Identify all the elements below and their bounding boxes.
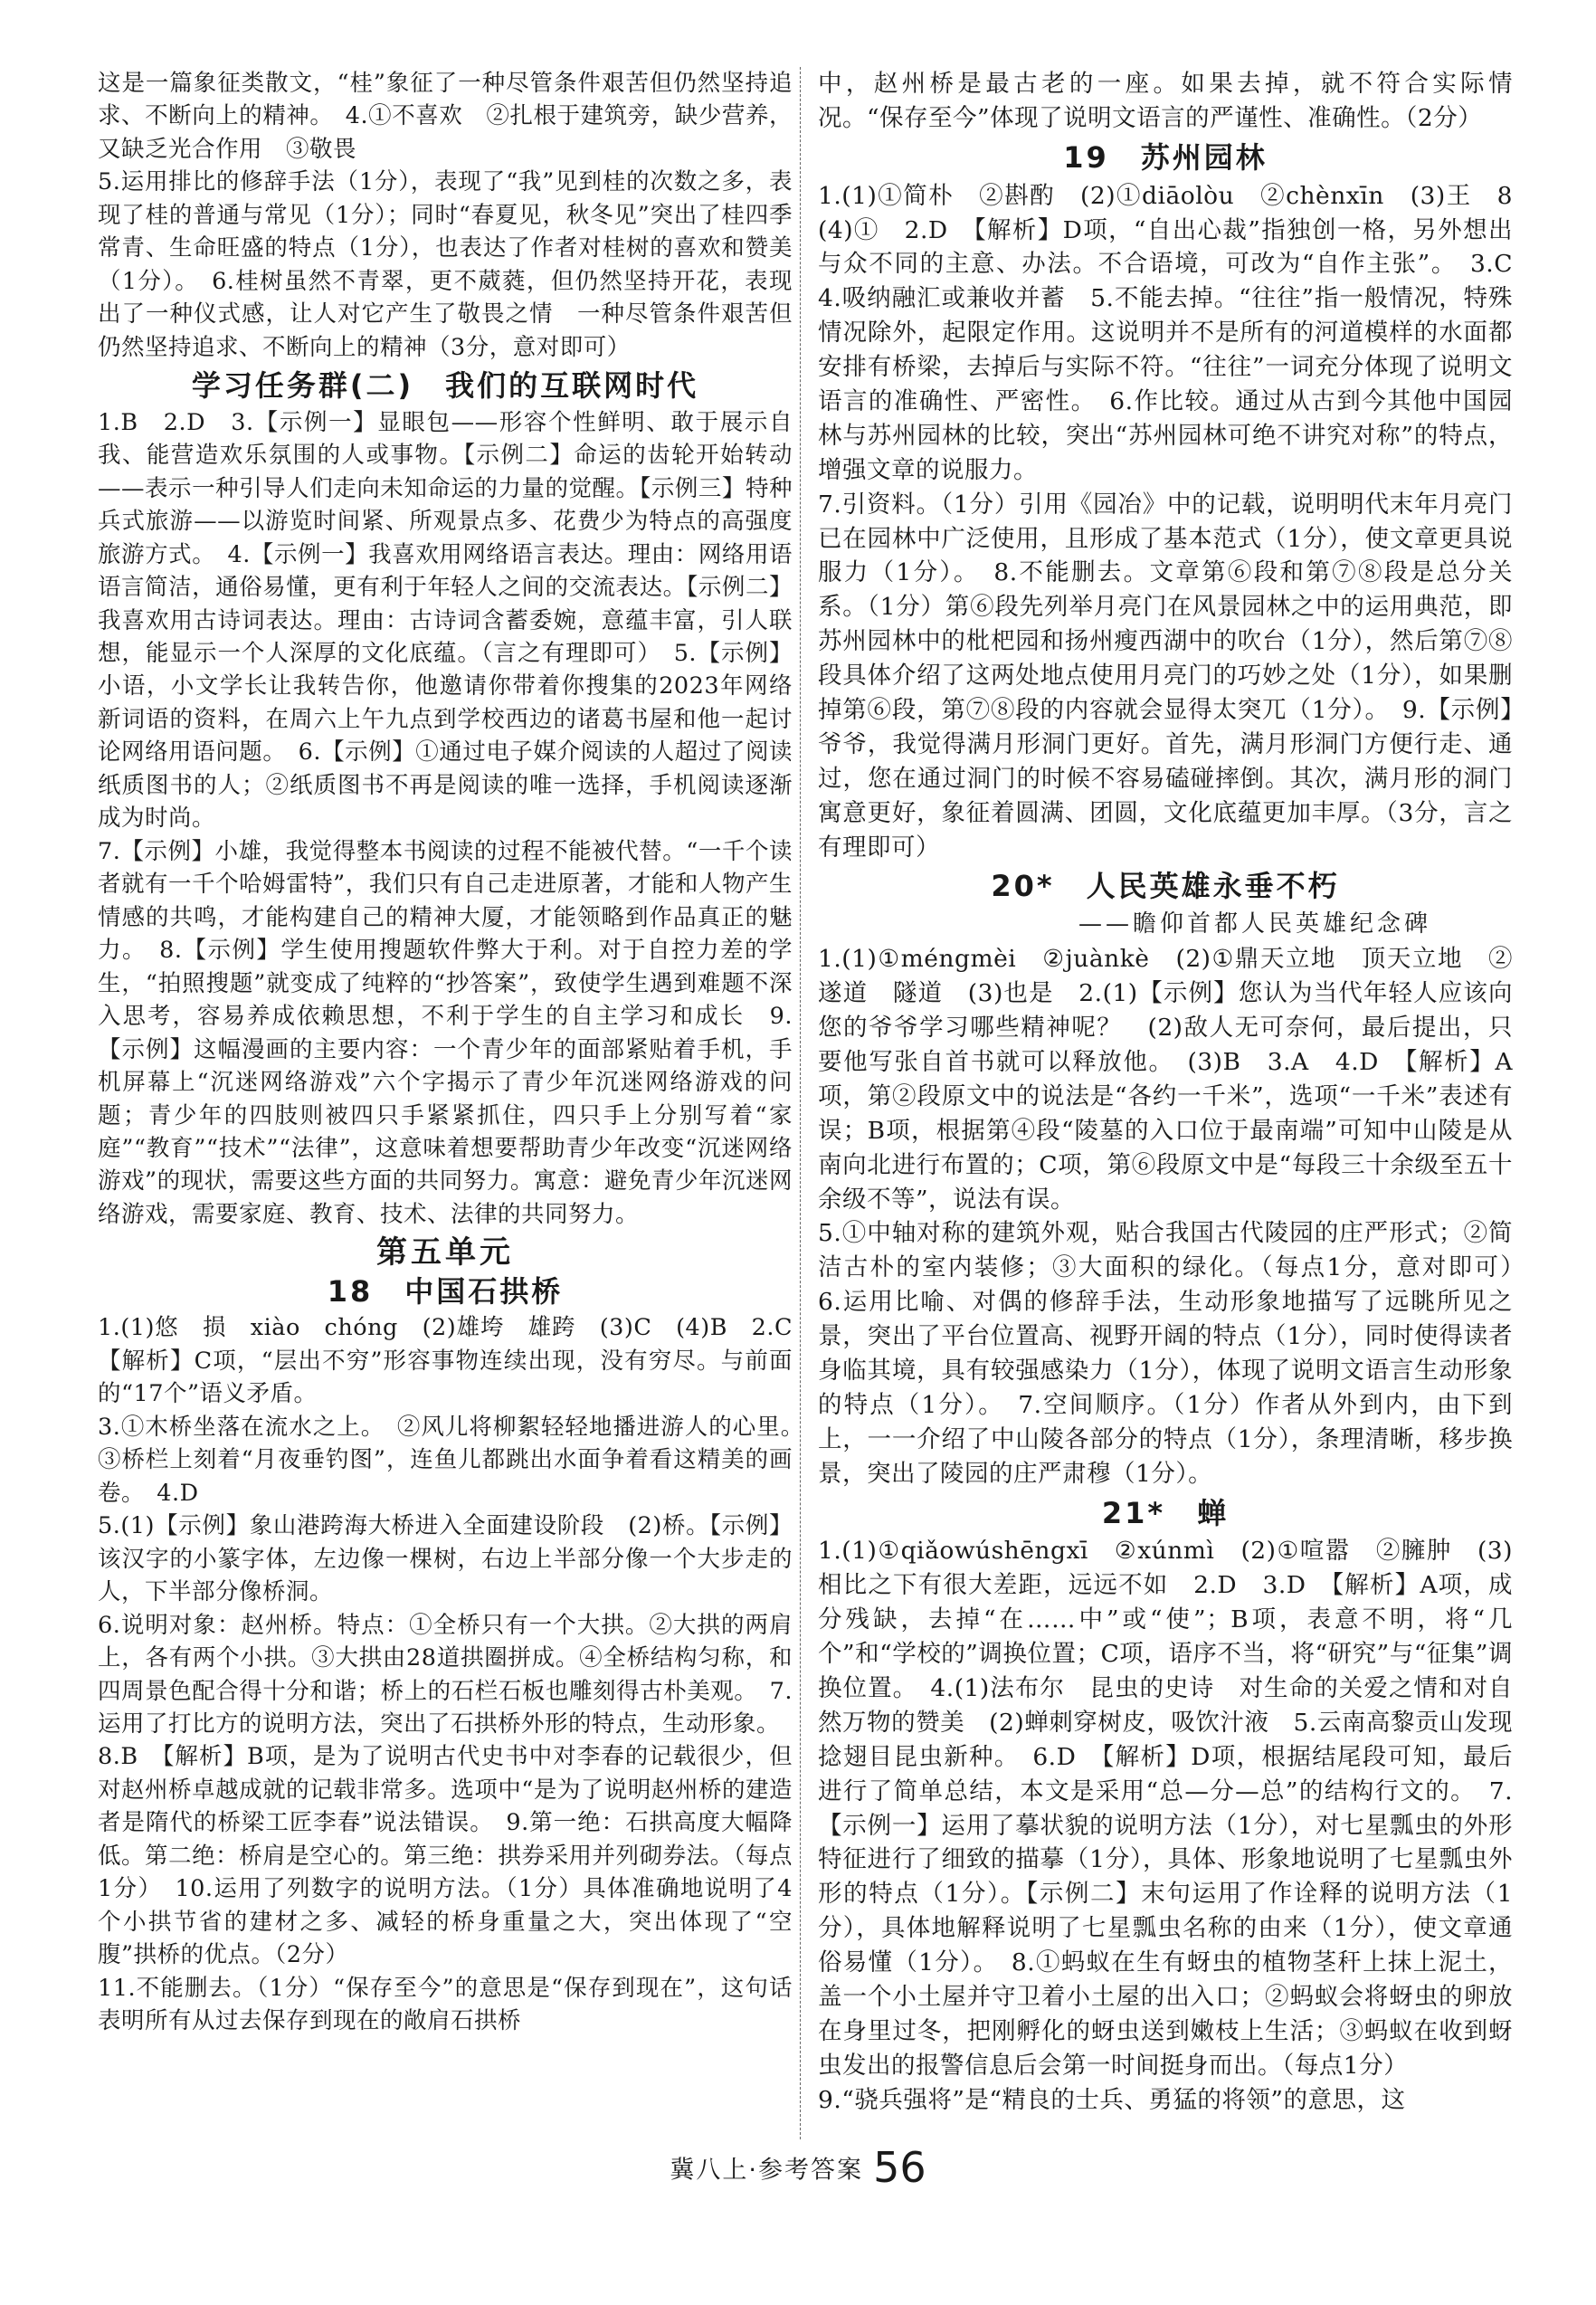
answer-paragraph: 1.(1)①méngmèi ②juànkè (2)①鼎天立地 顶天立地 ②遂道 隧道 (3)也是 2.(1)【示例】您认为当代年轻人应该向您的爷爷学习哪些精神呢？ (2)敌人无可奈何，最后提出，只要他写张自首书就可以释放他。 (3)B 3.A 4.D 【解析】A项，第②段原文中的说法是“各约一千米”，选项“一千米”表述有误；B项，根据第④段“陵墓的入口位于最南端”可知中山陵是从南向北进行布置的；C项，第⑥段原文中是“每段三十余级至五十余级不等”，说法有误。 bbox=[818, 945, 1513, 1214]
answer-paragraph: 5.运用排比的修辞手法（1分），表现了“我”见到桂的次数之多，表现了桂的普通与常见（1分）；同时“春夏见，秋冬见”突出了桂四季常青、生命旺盛的特点（1分），也表达了作者对桂树的喜欢和赞美（1分）。 6.桂树虽然不青翠，更不葳蕤，但仍然坚持开花，表现出了一种仪式感，让人对它产生了敬畏之情 一种尽管条件艰苦但仍然坚持追求、不断向上的精神（3分，意对即可） bbox=[98, 168, 793, 361]
footer-label: 冀八上·参考答案 bbox=[670, 2156, 863, 2185]
answer-paragraph: 1.(1)①qiǎowúshēngxī ②xúnmì (2)①喧嚣 ②臃肿 (3)相比之下有很大差距，远远不如 2.D 3.D 【解析】A项，成分残缺，去掉“在……中”或“使”；B项，表意不明，将“几个”和“学校的”调换位置；C项，语序不当，将“研究”与“征集”调换位置。 4.(1)法布尔 昆虫的史诗 对生命的关爱之情和对自然万物的赞美 (2)蝉刺穿树皮，吸饮汁液 5.云南高黎贡山发现捻翅目昆虫新种。 6.D 【解析】D项，根据结尾段可知，最后进行了简单总结，本文是采用“总—分—总”的结构行文的。 7.【示例一】运用了摹状貌的说明方法（1分），对七星瓢虫的外形特征进行了细致的描摹（1分），具体、形象地说明了七星瓢虫外形的特点（1分）。【示例二】末句运用了作诠释的说明方法（1分），具体地解释说明了七星瓢虫名称的由来（1分），使文章通俗易懂（1分）。 8.①蚂蚁在生有蚜虫的植物茎秆上抹上泥土，盖一个小土屋并守卫着小土屋的出入口；②蚂蚁会将蚜虫的卵放在身里过冬，把刚孵化的蚜虫送到嫩枝上生活；③蚂蚁在收到蚜虫发出的报警信息后会第一时间挺身而出。（每点1分） bbox=[818, 1537, 1513, 2080]
section-subtitle: ——瞻仰首都人民英雄纪念碑 bbox=[1078, 910, 1431, 938]
answer-paragraph: 6.说明对象：赵州桥。特点：①全桥只有一个大拱。②大拱的两肩上，各有两个小拱。③大拱由28道拱圈拼成。④全桥结构匀称，和四周景色配合得十分和谐；桥上的石栏石板也雕刻得古朴美观。 7.运用了打比方的说明方法，突出了石拱桥外形的特点，生动形象。 bbox=[98, 1611, 793, 1738]
answer-paragraph: 1.B 2.D 3.【示例一】显眼包——形容个性鲜明、敢于展示自我、能营造欢乐氛围的人或事物。【示例二】命运的齿轮开始转动——表示一种引导人们走向未知命运的力量的觉醒。【示例三】特种兵式旅游——以游览时间紧、所观景点多、花费少为特点的高强度旅游方式。 4.【示例一】我喜欢用网络语言表达。理由：网络用语语言简洁，通俗易懂，更有利于年轻人之间的交流表达。【示例二】我喜欢用古诗词表达。理由：古诗词含蓄委婉，意蕴丰富，引人联想，能显示一个人深厚的文化底蕴。（言之有理即可） 5.【示例】小语，小文学长让我转告你，他邀请你带着你搜集的2023年网络新词语的资料，在周六上午九点到学校西边的诸葛书屋和他一起讨论网络用语问题。 6.【示例】①通过电子媒介阅读的人超过了阅读纸质图书的人；②纸质图书不再是阅读的唯一选择，手机阅读逐渐成为时尚。 bbox=[98, 408, 793, 833]
answer-paragraph: 这是一篇象征类散文，“桂”象征了一种尽管条件艰苦但仍然坚持追求、不断向上的精神。 4.①不喜欢 ②扎根于建筑旁，缺少营养，又缺乏光合作用 ③敬畏 bbox=[98, 70, 793, 163]
column-divider bbox=[800, 67, 801, 2139]
section-heading: 20* 人民英雄永垂不朽 bbox=[991, 869, 1340, 904]
answer-paragraph: 1.(1)①简朴 ②斟酌 (2)①diāolòu ②chènxīn (3)王 8 (4)① 2.D 【解析】D项，“自出心裁”指独创一格，另外想出与众不同的主意、办法。不合语境，可改为“自作主张”。 3.C 4.吸纳融汇或兼收并蓄 5.不能去掉。“往往”指一般情况，特殊情况除外，起限定作用。这说明并不是所有的河道模样的水面都安排有桥梁，去掉后与实际不符。“往往”一词充分体现了说明文语言的准确性、严密性。 6.作比较。通过从古到今其他中国园林与苏州园林的比较，突出“苏州园林可绝不讲究对称”的特点，增强文章的说服力。 bbox=[818, 181, 1537, 484]
answer-paragraph: 8.B 【解析】B项，是为了说明古代史书中对李春的记载很少，但对赵州桥卓越成就的记载非常多。选项中“是为了说明赵州桥的建造者是隋代的桥梁工匠李春”说法错误。 9.第一绝：石拱高度大幅降低。第二绝：桥肩是空心的。第三绝：拱券采用并列砌券法。（每点1分） 10.运用了列数字的说明方法。（1分）具体准确地说明了4个小拱节省的建材之多、减轻的桥身重量之大，突出体现了“空腹”拱桥的优点。（2分） bbox=[98, 1743, 793, 1969]
unit-heading: 第五单元 bbox=[376, 1234, 514, 1272]
page-footer bbox=[0, 2143, 1596, 2192]
answer-paragraph: 1.(1)悠 损 xiào chóng (2)雄垮 雄跨 (3)C (4)B 2.C 【解析】C项，“层出不穷”形容事物连续出现，没有穷尽。与前面的“17个”语义矛盾。 bbox=[98, 1314, 817, 1408]
answer-paragraph: 5.(1)【示例】象山港跨海大桥进入全面建设阶段 (2)桥。【示例】该汉字的小篆字体，左边像一棵树，右边上半部分像一个大步走的人，下半部分像桥洞。 bbox=[98, 1512, 793, 1606]
section-heading: 19 苏州园林 bbox=[1063, 139, 1268, 175]
section-heading: 21* 蝉 bbox=[1101, 1495, 1230, 1530]
page-number: 56 bbox=[873, 2143, 926, 2192]
answer-paragraph: 11.不能删去。（1分）“保存至今”的意思是“保存到现在”，这句话表明所有从过去保存到现在的敞肩石拱桥 bbox=[98, 1974, 793, 2035]
answer-paragraph: 3.①木桥坐落在流水之上。 ②风儿将柳絮轻轻地播进游人的心里。 ③桥栏上刻着“月夜垂钓图”，连鱼儿都跳出水面争着看这精美的画卷。 4.D bbox=[98, 1413, 817, 1507]
answer-paragraph: 7.【示例】小雄，我觉得整本书阅读的过程不能被代替。“一千个读者就有一千个哈姆雷特”，我们只有自己走进原著，才能和人物产生情感的共鸣，才能构建自己的精神大厦，才能领略到作品真正的魅力。 8.【示例】学生使用搜题软件弊大于利。对于自控力差的学生，“拍照搜题”就变成了纯粹的“抄答案”，致使学生遇到难题不深入思考，容易养成依赖思想，不利于学生的自主学习和成长 9.【示例】这幅漫画的主要内容：一个青少年的面部紧贴着手机，手机屏幕上“沉迷网络游戏”六个字揭示了青少年沉迷网络游戏的问题；青少年的四肢则被四只手紧紧抓住，四只手上分别写着“家庭”“教育”“技术”“法律”，这意味着想要帮助青少年改变“沉迷网络游戏”的现状，需要这些方面的共同努力。寓意：避免青少年沉迷网络游戏，需要家庭、教育、技术、法律的共同努力。 bbox=[98, 837, 793, 1228]
answer-paragraph: 中，赵州桥是最古老的一座。如果去掉，就不符合实际情况。“保存至今”体现了说明文语言的严谨性、准确性。（2分） bbox=[818, 70, 1513, 132]
answer-paragraph: 7.引资料。（1分）引用《园冶》中的记载，说明明代末年月亮门已在园林中广泛使用，且形成了基本范式（1分），使文章更具说服力（1分）。 8.不能删去。文章第⑥段和第⑦⑧段是总分关系。（1分）第⑥段先列举月亮门在风景园林之中的运用典范，即苏州园林中的枇杷园和扬州瘦西湖中的吹台（1分），然后第⑦⑧段具体介绍了这两处地点使用月亮门的巧妙之处（1分），如果删掉第⑥段，第⑦⑧段的内容就会显得太突兀（1分）。 9.【示例】爷爷，我觉得满月形洞门更好。首先，满月形洞门方便行走、通过，您在通过洞门的时候不容易磕碰摔倒。其次，满月形的洞门寓意更好，象征着圆满、团圆，文化底蕴更加丰厚。（3分，言之有理即可） bbox=[818, 490, 1513, 862]
section-heading: 18 中国石拱桥 bbox=[327, 1273, 564, 1309]
left-column bbox=[98, 67, 817, 2038]
answer-paragraph: 5.①中轴对称的建筑外观，贴合我国古代陵园的庄严形式；②简洁古朴的室内装修；③大面积的绿化。（每点1分，意对即可） 6.运用比喻、对偶的修辞手法，生动形象地描写了远眺所见之景，突出了平台位置高、视野开阔的特点（1分），同时使得读者身临其境，具有较强感染力（1分），体现了说明文语言生动形象的特点（1分）。 7.空间顺序。（1分）作者从外到内，由下到上，一一介绍了中山陵各部分的特点（1分），条理清晰，移步换景，突出了陵园的庄严肃穆（1分）。 bbox=[818, 1219, 1537, 1488]
section-heading: 学习任务群(二) 我们的互联网时代 bbox=[191, 368, 699, 404]
right-column bbox=[818, 67, 1537, 2118]
answer-paragraph: 9.“骁兵强将”是“精良的士兵、勇猛的将领”的意思，这 bbox=[818, 2085, 1406, 2114]
